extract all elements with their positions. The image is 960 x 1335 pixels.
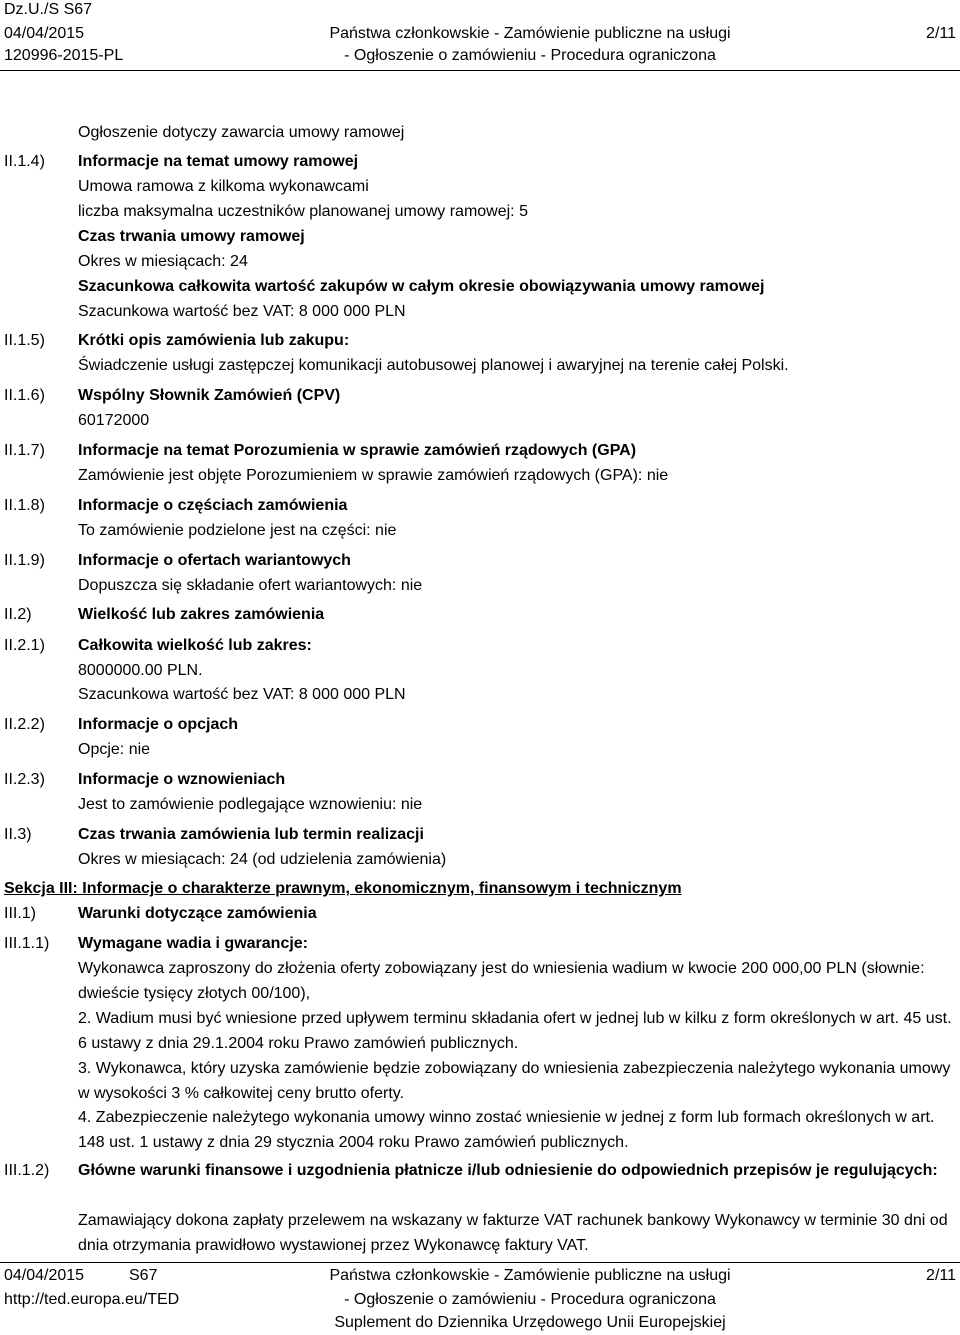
paragraph: 4. Zabezpieczenie należytego wykonania umowy winno zostać wniesienie w jednej z form lub formach określonych w art. 148 ust. 1 ustawy z dnia 29 stycznia 2004 roku Prawo zamówień publicznych. xyxy=(78,1109,935,1151)
paragraph: Wykonawca zaproszony do złożenia oferty zobowiązany jest do wniesienia wadium w kwocie 200 000,00 PLN (słownie: dwieście tysięcy złotych 00/100), xyxy=(78,960,925,1002)
text-line: Dopuszcza się składanie ofert wariantowych: nie xyxy=(78,577,423,594)
section-number: II.3) xyxy=(4,826,32,843)
section-heading: Szacunkowa całkowita wartość zakupów w całym okresie obowiązywania umowy ramowej xyxy=(78,278,765,295)
text-line: Umowa ramowa z kilkoma wykonawcami xyxy=(78,178,369,195)
section-number: II.1.7) xyxy=(4,442,45,459)
section-heading: Wspólny Słownik Zamówień (CPV) xyxy=(78,387,341,404)
text-line: Szacunkowa wartość bez VAT: 8 000 000 PLN xyxy=(78,303,406,320)
journal-ref: Dz.U./S S67 xyxy=(4,1,93,18)
text-line: liczba maksymalna uczestników planowanej umowy ramowej: 5 xyxy=(78,203,528,220)
footer-series: S67 xyxy=(129,1267,158,1284)
footer-date: 04/04/2015 xyxy=(4,1267,85,1284)
section-heading: Krótki opis zamówienia lub zakupu: xyxy=(78,332,350,349)
footer-journal: Suplement do Dziennika Urzędowego Unii Europejskiej xyxy=(334,1314,726,1331)
text-line: Zamówienie jest objęte Porozumieniem w sprawie zamówień rządowych (GPA): nie xyxy=(78,467,669,484)
footer-subtitle: - Ogłoszenie o zamówieniu - Procedura ograniczona xyxy=(344,1291,716,1308)
paragraph: 2. Wadium musi być wniesione przed upływem terminu składania ofert w jednej lub w kilku z form określonych w art. 45 ust. 6 ustawy z dnia 29.1.2004 roku Prawo zamówień publicznych. xyxy=(78,1010,952,1052)
header-subtitle: - Ogłoszenie o zamówieniu - Procedura ograniczona xyxy=(344,47,716,64)
header-page-number: 2/11 xyxy=(926,25,956,42)
section-number: III.1.1) xyxy=(4,935,50,952)
page-header xyxy=(0,0,960,71)
section-number: II.2.1) xyxy=(4,637,45,654)
text-line: Świadczenie usługi zastępczej komunikacji autobusowej planowej i awaryjnej na terenie całej Polski. xyxy=(78,357,789,374)
section-heading: Czas trwania umowy ramowej xyxy=(78,228,305,245)
section-heading: Informacje na temat umowy ramowej xyxy=(78,153,359,170)
section-number: II.2.2) xyxy=(4,716,45,733)
section-heading: Informacje o wznowieniach xyxy=(78,771,286,788)
section-number: II.1.9) xyxy=(4,552,45,569)
section-number: II.1.4) xyxy=(4,153,45,170)
section-heading: Wymagane wadia i gwarancje: xyxy=(78,935,309,952)
paragraph: 3. Wykonawca, który uzyska zamówienie będzie zobowiązany do wniesienia zabezpieczenia należytego wykonania umowy w wysokości 3 % całkowitej ceny brutto oferty. xyxy=(78,1060,951,1102)
section-number: II.1.8) xyxy=(4,497,45,514)
section-heading: Wielkość lub zakres zamówienia xyxy=(78,606,325,623)
text-line: Okres w miesiącach: 24 (od udzielenia zamówienia) xyxy=(78,851,447,868)
section-heading: Czas trwania zamówienia lub termin realizacji xyxy=(78,826,424,843)
section-number: III.1.2) xyxy=(4,1162,50,1179)
text-line: Szacunkowa wartość bez VAT: 8 000 000 PLN xyxy=(78,686,406,703)
section-heading: Informacje o częściach zamówienia xyxy=(78,497,348,514)
footer-title: Państwa członkowskie - Zamówienie publiczne na usługi xyxy=(329,1267,731,1284)
section-heading: Całkowita wielkość lub zakres: xyxy=(78,637,312,654)
section-heading: Informacje o ofertach wariantowych xyxy=(78,552,351,569)
notice-number: 120996-2015-PL xyxy=(4,47,124,64)
section-number: III.1) xyxy=(4,905,37,922)
page-footer xyxy=(0,1262,960,1335)
framework-notice: Ogłoszenie dotyczy zawarcia umowy ramowej xyxy=(78,124,405,141)
header-title: Państwa członkowskie - Zamówienie publiczne na usługi xyxy=(329,25,731,42)
paragraph: Zamawiający dokona zapłaty przelewem na wskazany w fakturze VAT rachunek bankowy Wykonawcy w terminie 30 dni od dnia otrzymania prawidłowo wystawionej przez Wykonawcę faktury VAT. xyxy=(78,1212,948,1254)
footer-url[interactable]: http://ted.europa.eu/TED xyxy=(4,1291,180,1308)
section-title: Sekcja III: Informacje o charakterze prawnym, ekonomicznym, finansowym i technicznym xyxy=(4,880,682,897)
text-line: Jest to zamówienie podlegające wznowieniu: nie xyxy=(78,796,423,813)
text-line: 8000000.00 PLN. xyxy=(78,662,203,679)
section-heading: Warunki dotyczące zamówienia xyxy=(78,905,317,922)
section-number: II.1.6) xyxy=(4,387,45,404)
section-heading: Informacje na temat Porozumienia w sprawie zamówień rządowych (GPA) xyxy=(78,442,637,459)
section-number: II.2.3) xyxy=(4,771,45,788)
section-heading: Główne warunki finansowe i uzgodnienia płatnicze i/lub odniesienie do odpowiednich przepisów je regulujących: xyxy=(78,1162,938,1179)
text-line: Opcje: nie xyxy=(78,741,151,758)
text-line: To zamówienie podzielone jest na części: nie xyxy=(78,522,397,539)
section-number: II.1.5) xyxy=(4,332,45,349)
text-line: Okres w miesiącach: 24 xyxy=(78,253,248,270)
section-number: II.2) xyxy=(4,606,32,623)
header-date: 04/04/2015 xyxy=(4,25,85,42)
section-heading: Informacje o opcjach xyxy=(78,716,239,733)
cpv-code: 60172000 xyxy=(78,412,150,429)
footer-page-number: 2/11 xyxy=(926,1267,956,1284)
